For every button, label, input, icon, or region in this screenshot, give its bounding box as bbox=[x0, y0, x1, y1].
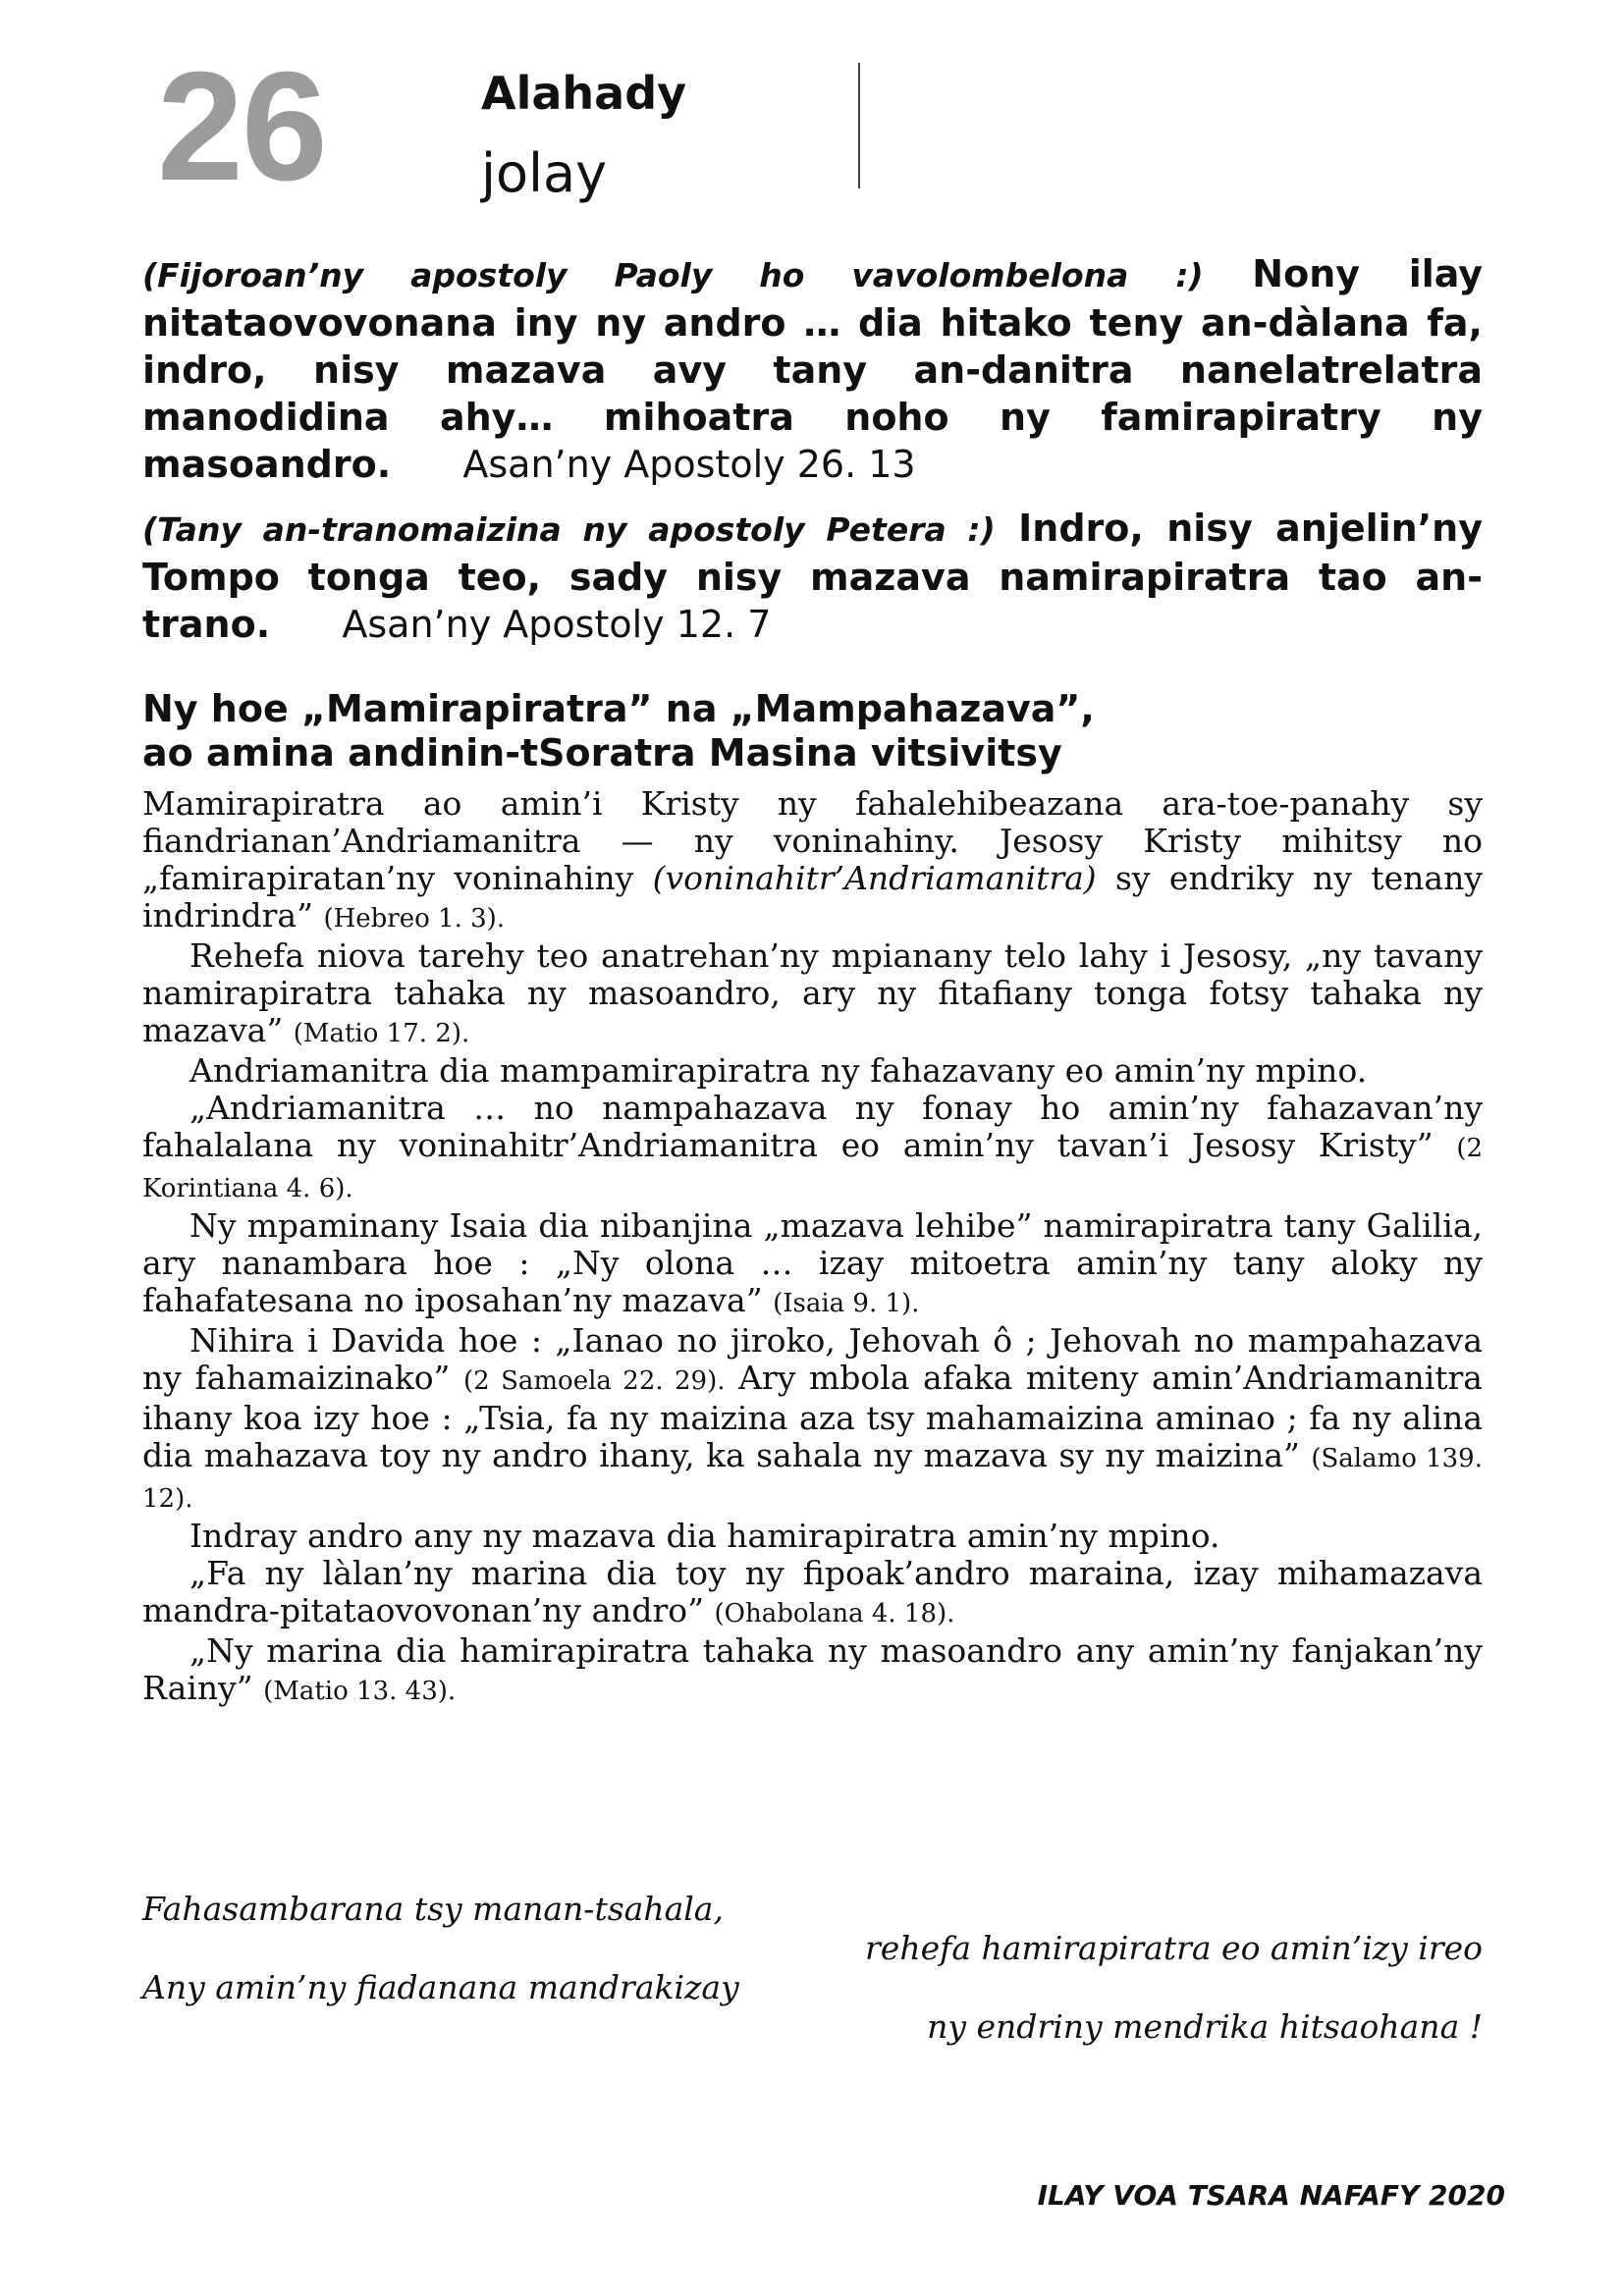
citation: (Matio 17. 2). bbox=[293, 1019, 470, 1048]
citation: (2 Korintiana 4. 6). bbox=[142, 1134, 1483, 1203]
header-divider bbox=[858, 63, 860, 188]
paragraph-1 bbox=[142, 785, 1483, 937]
paragraph-text: Ary mbola afaka miteny amin’Andriamanitra ihany koa izy hoe : „Tsia, fa ny maizina aza tsy mahamaizina aminao ; fa ny alina dia mahazava toy ny andro ihany, ka sahala ny mazava sy ny maizina” bbox=[142, 1359, 1483, 1474]
citation: (2 Samoela 22. 29). bbox=[463, 1366, 726, 1396]
citation: (Ohabolana 4. 18). bbox=[714, 1599, 955, 1629]
day-number: 26 bbox=[157, 40, 326, 213]
poem-line-3: Any amin’ny fiadanana mandrakizay bbox=[142, 1968, 739, 2006]
paragraph-7 bbox=[142, 1518, 1483, 1555]
poem-line-4: ny endriny mendrika hitsaohana ! bbox=[927, 2007, 1483, 2046]
section-heading-line-2: ao amina andinin-tSoratra Masina vitsivitsy bbox=[142, 731, 1062, 774]
paragraph-6 bbox=[142, 1322, 1483, 1518]
verse-reference: Asan’ny Apostoly 26. 13 bbox=[462, 443, 916, 486]
paragraph-text: Mamirapiratra ao amin’i Kristy ny fahalehibeazana ara-toe-panahy sy fiandrianan’Andriamanitra — ny voninahiny. Jesosy Kristy mihitsy no „famirapiratan’ny voninahiny bbox=[142, 784, 1483, 897]
citation: (Isaia 9. 1). bbox=[773, 1289, 920, 1318]
paragraph-text: Indray andro any ny mazava dia hamirapiratra amin’ny mpino. bbox=[189, 1517, 1220, 1555]
section-heading-line-1: Ny hoe „Mamirapiratra” na „Mampahazava”, bbox=[142, 687, 1095, 730]
citation: (Hebreo 1. 3). bbox=[323, 904, 506, 934]
verse-text: Nony ilay nitataovovonana iny ny andro … dia hitako teny an-dàlana fa, indro, nisy mazava avy tany an-danitra nanelatrelatra manodidina ahy… mihoatra noho ny famirapiratry ny masoandro. bbox=[142, 252, 1483, 486]
body-text bbox=[142, 785, 1483, 1710]
weekday: Alahady bbox=[481, 67, 687, 120]
paragraph-text: „Fa ny làlan’ny marina dia toy ny fipoak’andro maraina, izay mihamazava mandra-pitataovovonan’ny andro” bbox=[142, 1554, 1483, 1629]
poem-line-2: rehefa hamirapiratra eo amin’izy ireo bbox=[865, 1929, 1483, 1967]
verse-2 bbox=[142, 505, 1483, 648]
citation: (Matio 13. 43). bbox=[263, 1677, 457, 1706]
verse-1 bbox=[142, 250, 1483, 488]
paragraph-9 bbox=[142, 1632, 1483, 1710]
section-heading bbox=[142, 687, 1483, 775]
paragraph-text: Nihira i Davida hoe : „Ianao no jiroko, Jehovah ô ; Jehovah no mampahazava ny fahamaizinako” bbox=[142, 1321, 1483, 1397]
verse-text: Indro, nisy anjelin’ny Tompo tonga teo, sady nisy mazava namirapiratra tao an-trano. bbox=[142, 507, 1483, 646]
paragraph-text: Ny mpaminany Isaia dia nibanjina „mazava lehibe” namirapiratra tany Galilia, ary nanambara hoe : „Ny olona … izay mitoetra amin’ny tany aloky ny fahafatesana no iposahan’ny mazava” bbox=[142, 1206, 1483, 1319]
paragraph-text: Rehefa niova tarehy teo anatrehan’ny mpianany telo lahy i Jesosy, „ny tavany namirapiratra tahaka ny masoandro, ary ny fitafiany tonga fotsy tahaka ny mazava” bbox=[142, 936, 1483, 1049]
paragraph-text: sy endriky ny tenany indrindra” bbox=[142, 859, 1483, 934]
paragraph-text: „Ny marina dia hamirapiratra tahaka ny masoandro any amin’ny fanjakan’ny Rainy” bbox=[142, 1631, 1483, 1707]
paragraph-4 bbox=[142, 1090, 1483, 1207]
month: jolay bbox=[481, 142, 608, 204]
paragraph-text: Andriamanitra dia mampamirapiratra ny fahazavany eo amin’ny mpino. bbox=[189, 1051, 1368, 1090]
verse-intro: (Tany an-tranomaizina ny apostoly Petera :) bbox=[142, 510, 996, 549]
paragraph-2 bbox=[142, 937, 1483, 1052]
footer-title: ILAY VOA TSARA NAFAFY 2020 bbox=[1037, 2179, 1505, 2212]
paragraph-8 bbox=[142, 1555, 1483, 1632]
paragraph-italic: (voninahitr’Andriamanitra) bbox=[652, 859, 1097, 897]
poem bbox=[142, 1890, 1483, 2047]
paragraph-text: „Andriamanitra … no nampahazava ny fonay ho amin’ny fahazavan’ny fahalalana ny voninahitr’Andriamanitra eo amin’ny tavan’i Jesosy Kristy” bbox=[142, 1089, 1483, 1164]
paragraph-3 bbox=[142, 1052, 1483, 1090]
citation: (Salamo 139. 12). bbox=[142, 1444, 1483, 1514]
paragraph-5 bbox=[142, 1207, 1483, 1322]
poem-line-1: Fahasambarana tsy manan-tsahala, bbox=[142, 1890, 724, 1928]
verse-reference: Asan’ny Apostoly 12. 7 bbox=[342, 603, 772, 646]
verse-intro: (Fijoroan’ny apostoly Paoly ho vavolombelona :) bbox=[142, 256, 1204, 294]
